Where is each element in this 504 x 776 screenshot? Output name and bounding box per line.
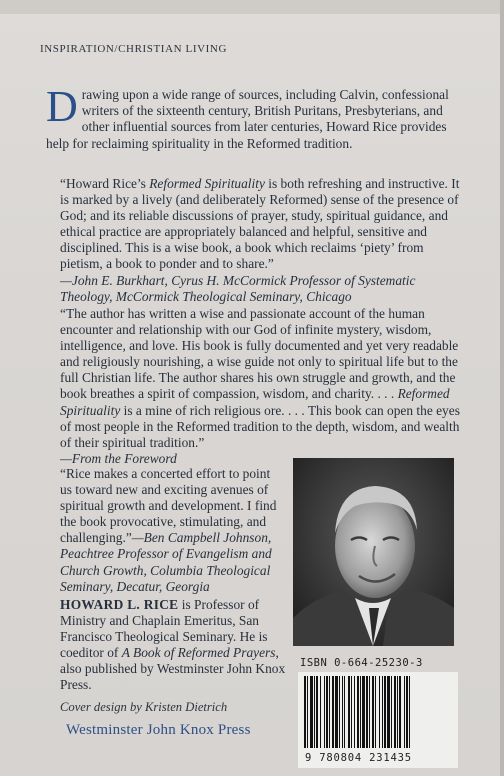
quote3-text: “Rice makes a concerted effort to point us toward new and exciting avenues of spiritual growth and development. I find the book provocative, stimulating, and challenging.” [60, 466, 277, 546]
quote3-attribution: —Ben Campbell Johnson, Peachtree Professor of Evangelism and Church Growth, Columbia Theological Seminary, Decatur, Georgia [60, 530, 272, 594]
barcode-bar [320, 676, 321, 748]
barcode-bar [387, 676, 390, 748]
barcode-bar [335, 676, 338, 748]
barcode-bar [310, 676, 313, 748]
barcode-bar [391, 676, 392, 748]
barcode-bar [399, 676, 401, 748]
quote2-after: is a mine of rich religious ore. . . . This book can open the eyes of most people in the Reformed tradition to the depth, wisdom, and wealth of their spiritual tradition.” [60, 402, 460, 450]
publisher-name: Westminster John Knox Press [66, 722, 251, 738]
quote1-attribution: —John E. Burkhart, Cyrus H. McCormick Professor of Systematic Theology, McCormick Theological Seminary, Chicago [60, 272, 416, 304]
quote1-before: “Howard Rice’s [60, 176, 150, 191]
barcode-bars [298, 672, 458, 752]
author-bio [60, 597, 292, 694]
quote2-book-title: Reformed Spirituality [60, 386, 450, 418]
barcode-bar [332, 676, 334, 748]
author-portrait-image [293, 458, 454, 646]
barcode-bar [375, 676, 376, 748]
barcode-bar [382, 676, 383, 748]
barcode-bar [409, 676, 410, 748]
barcode-digits: 9 780804 231435 [305, 752, 412, 764]
barcode-bar [379, 676, 380, 748]
category-label: INSPIRATION/CHRISTIAN LIVING [40, 43, 227, 55]
cover-right-edge [500, 0, 504, 776]
drop-cap: D [46, 82, 78, 131]
barcode-bar [324, 676, 325, 748]
barcode-bar [348, 676, 350, 748]
barcode-bar [406, 676, 408, 748]
endorsement-foreword [60, 306, 460, 467]
barcode-bar [384, 676, 386, 748]
barcode-bar [342, 676, 343, 748]
barcode-bar [366, 676, 368, 748]
barcode-bar [307, 676, 308, 748]
bio-after: , also published by Westminster John Knox Press. [60, 645, 286, 693]
intro-text: rawing upon a wide range of sources, including Calvin, confessional writers of the sixteenth century, British Puritans, Presbyterians, and other influential sources from later centuries, Howard Rice provides help for reclaiming spirituality in the Reformed tradition. [46, 87, 449, 151]
intro-paragraph [46, 82, 458, 152]
bio-before: is Professor of Ministry and Chaplain Emeritus, San Francisco Theological Seminary. He is coeditor of [60, 597, 268, 661]
barcode-bar [314, 676, 315, 748]
barcode-bar [369, 676, 370, 748]
barcode-bar [326, 676, 328, 748]
barcode-bar [354, 676, 355, 748]
barcode-bar [372, 676, 374, 748]
barcode-bar [357, 676, 359, 748]
isbn-label: ISBN 0-664-25230-3 [300, 657, 423, 669]
cover-top-edge [0, 0, 504, 14]
barcode-bar [351, 676, 352, 748]
barcode-bar [404, 676, 405, 748]
quote1-book-title: Reformed Spirituality [149, 176, 265, 191]
barcode-bar [344, 676, 345, 748]
quote2-attribution: —From the Foreword [60, 450, 177, 466]
barcode-bar [397, 676, 398, 748]
author-photo [293, 458, 454, 646]
barcode-bar [316, 676, 318, 748]
barcode-bar [304, 676, 306, 748]
author-name: HOWARD L. RICE [60, 597, 179, 612]
barcode-bar [394, 676, 396, 748]
endorsement-johnson [60, 466, 285, 595]
endorsement-burkhart [60, 176, 460, 305]
barcode-bar [339, 676, 340, 748]
quote2-before: “The author has written a wise and passionate account of the human encounter and relationship with our God of infinite mystery, wisdom, intelligence, and love. His book is fully documented and yet very readable and religiously nourishing, a wise guide not only to spiritual life but to the full Christian life. The author shares his own struggle and growth, and the book breathes a spirit of compassion, wisdom, and charity. . . . [60, 306, 459, 402]
quote1-after: is both refreshing and instructive. It is marked by a lively (and deliberately Reformed) sense of the presence of God; and its reliable discussions of prayer, study, spiritual guidance, and ethical practice are appropriately balanced and helpful, sensitive and disciplined. This is a wise book, a book which reclaims ‘piety’ from pietism, a book to ponder and to share.” [60, 176, 460, 272]
barcode-bar [362, 676, 365, 748]
bio-book-title: A Book of Reformed Prayers [121, 645, 276, 661]
barcode-bar [360, 676, 361, 748]
cover-design-credit: Cover design by Kristen Dietrich [60, 700, 228, 714]
barcode-bar [329, 676, 330, 748]
